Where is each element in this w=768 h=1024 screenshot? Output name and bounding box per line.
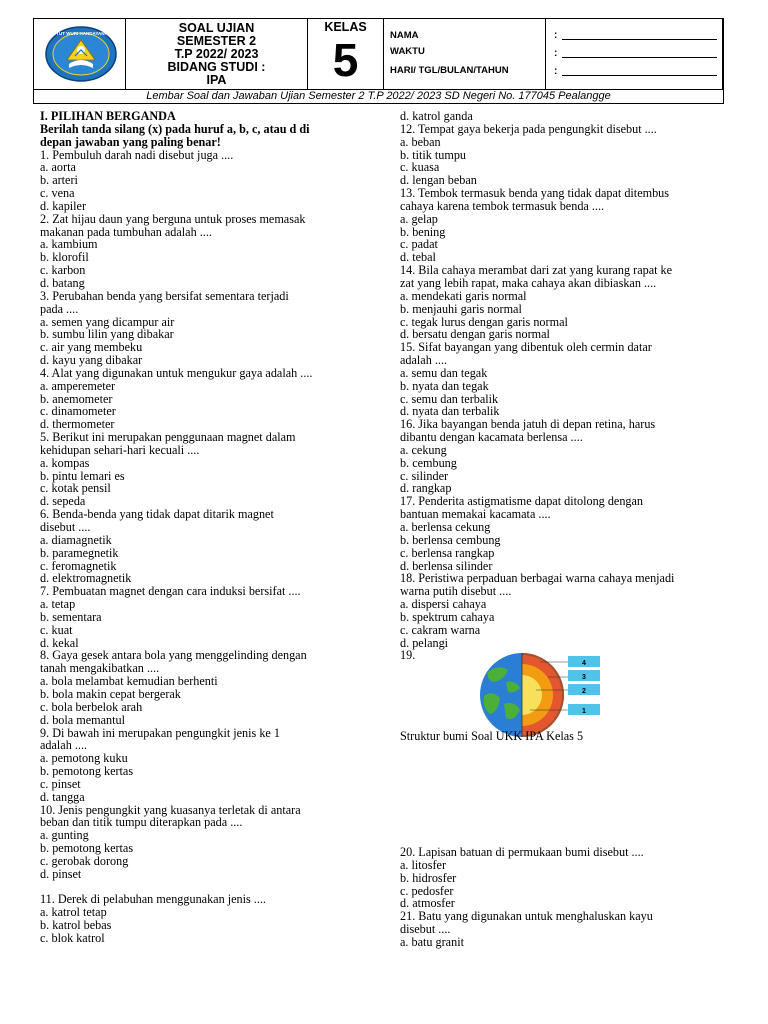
question-line: bantuan memakai kacamata ....: [400, 507, 551, 522]
question-line: a. gelap: [400, 211, 438, 226]
question-line: d. kapiler: [40, 198, 87, 213]
question-line: c. cakram warna: [400, 622, 481, 637]
question-line: 12. Tempat gaya bekerja pada pengungkit disebut ....: [400, 121, 657, 136]
exam-title-block: [126, 19, 308, 89]
layer-label: 3: [582, 674, 586, 681]
question-line: b. menjauhi garis normal: [400, 301, 522, 316]
question-line: d. batang: [40, 275, 85, 290]
question-line: d. lengan beban: [400, 173, 477, 188]
question-line: a. amperemeter: [40, 378, 116, 393]
field-labels: [384, 19, 546, 89]
question-line: d. bola memantul: [40, 712, 125, 727]
question-line: a. cekung: [400, 442, 447, 457]
question-line: b. hidrosfer: [400, 870, 457, 885]
question-line: adalah ....: [40, 738, 88, 753]
title-line: SOAL UJIAN: [178, 21, 255, 35]
question-line: c. air yang membeku: [40, 340, 143, 355]
hari-field[interactable]: [554, 66, 719, 76]
question-line: 1. Pembuluh darah nadi disebut juga ....: [40, 147, 234, 162]
question-line: 6. Benda-benda yang tidak dapat ditarik magnet: [40, 507, 274, 522]
question-line: a. katrol tetap: [40, 905, 107, 920]
question-line: adalah ....: [400, 353, 448, 368]
question-line: 20. Lapisan batuan di permukaan bumi disebut ....: [400, 845, 644, 859]
question-line: c. kuasa: [400, 160, 440, 175]
question-line: b. katrol bebas: [40, 918, 112, 933]
question-line: a. batu granit: [400, 934, 464, 949]
question-line: c. padat: [400, 237, 438, 252]
question-line: 14. Bila cahaya merambat dari zat yang kurang rapat ke: [400, 263, 673, 278]
question-line: b. nyata dan tegak: [400, 378, 489, 393]
kelas-number: 5: [332, 34, 359, 86]
question-line: 4. Alat yang digunakan untuk mengukur gaya adalah ....: [40, 365, 313, 380]
question-line: b. arteri: [40, 173, 78, 188]
question-line: b. sementara: [40, 609, 102, 624]
logo-text: TUT WURI HANDAYANI: [56, 31, 106, 36]
question-line: warna putih disebut ....: [400, 584, 512, 599]
question-line: makanan pada tumbuhan adalah ....: [40, 224, 212, 239]
question-line: c. pedosfer: [400, 883, 454, 898]
left-column: [40, 110, 380, 945]
question-line: c. vena: [40, 186, 75, 201]
question-line: 21. Batu yang digunakan untuk menghaluskan kayu: [400, 909, 653, 924]
field-colon: :: [554, 66, 558, 77]
question-line: b. sumbu lilin yang dibakar: [40, 327, 174, 342]
question-line: 18. Peristiwa perpaduan berbagai warna cahaya menjadi: [400, 571, 675, 586]
logo-cell: [34, 19, 126, 89]
waktu-field[interactable]: [554, 48, 719, 58]
question-line: a. kambium: [40, 237, 98, 252]
question-line: d. nyata dan terbalik: [400, 404, 500, 419]
question-line: c. pinset: [40, 776, 81, 791]
question-line: b. spektrum cahaya: [400, 609, 495, 624]
question-line: b. bening: [400, 224, 446, 239]
figure-caption: Struktur bumi Soal UKK IPA Kelas 5: [400, 729, 584, 743]
nama-field[interactable]: [554, 30, 719, 40]
question-line: beban dan titik tumpu diterapkan pada ....: [40, 815, 243, 830]
question-line: c. kuat: [40, 622, 73, 637]
kelas-label: KELAS: [324, 20, 367, 34]
question-line: a. semu dan tegak: [400, 365, 488, 380]
question-line: b. pemotong kertas: [40, 764, 134, 779]
question-line: 5. Berikut ini merupakan penggunaan magnet dalam: [40, 430, 296, 445]
title-line: SEMESTER 2: [176, 34, 257, 48]
question-line: d. thermometer: [40, 417, 115, 432]
earth-structure-figure: [470, 652, 628, 738]
question-line: 19.: [400, 648, 416, 663]
question-line: d. tebal: [400, 250, 436, 265]
right-column-top: [400, 110, 730, 662]
question-line: 15. Sifat bayangan yang dibentuk oleh cermin datar: [400, 340, 652, 355]
question-line: d. kayu yang dibakar: [40, 353, 143, 368]
question-line: a. gunting: [40, 828, 89, 843]
question-line: 11. Derek di pelabuhan menggunakan jenis ....: [40, 892, 266, 907]
question-line: d. tangga: [40, 789, 85, 804]
question-line: kehidupan sehari-hari kecuali ....: [40, 442, 200, 457]
question-line: tanah mengakibatkan ....: [40, 661, 160, 676]
question-line: 2. Zat hijau daun yang berguna untuk proses memasak: [40, 211, 306, 226]
question-line: depan jawaban yang paling benar!: [40, 134, 221, 149]
question-line: c. feromagnetik: [40, 558, 117, 573]
question-line: c. gerobak dorong: [40, 853, 129, 868]
question-line: c. bola berbelok arah: [40, 699, 143, 714]
question-line: c. blok katrol: [40, 931, 105, 945]
question-line: c. silinder: [400, 468, 449, 483]
question-line: a. litosfer: [400, 857, 447, 872]
question-line: disebut ....: [400, 922, 451, 937]
question-line: b. pintu lemari es: [40, 468, 125, 483]
layer-label: 4: [582, 660, 586, 667]
question-line: b. pemotong kertas: [40, 841, 134, 856]
question-line: c. berlensa rangkap: [400, 545, 495, 560]
question-line: b. bola makin cepat bergerak: [40, 686, 181, 701]
question-line: I. PILIHAN BERGANDA: [40, 109, 176, 123]
field-values: [546, 19, 723, 89]
question-line: b. klorofil: [40, 250, 89, 265]
question-line: d. atmosfer: [400, 896, 455, 911]
kelas-block: [308, 19, 384, 89]
title-line: T.P 2022/ 2023: [174, 47, 259, 61]
title-line: BIDANG STUDI :: [167, 60, 266, 74]
question-line: a. beban: [400, 134, 441, 149]
question-line: a. aorta: [40, 160, 76, 175]
layer-label: 1: [582, 708, 586, 715]
question-line: a. mendekati garis normal: [400, 288, 527, 303]
subtitle-line: Lembar Soal dan Jawaban Ujian Semester 2 T.P 2022/ 2023 SD Negeri No. 177045 Pealangge: [33, 90, 724, 104]
question-line: d. sepeda: [40, 494, 86, 509]
question-line: d. pinset: [40, 866, 82, 881]
question-line: c. karbon: [40, 263, 86, 278]
question-line: a. semen yang dicampur air: [40, 314, 175, 329]
title-line: IPA: [206, 73, 227, 87]
question-line: zat yang lebih rapat, maka cahaya akan dibiaskan ....: [400, 275, 657, 290]
question-line: 16. Jika bayangan benda jatuh di depan retina, harus: [400, 417, 656, 432]
question-line: a. kompas: [40, 455, 90, 470]
exam-header: [33, 18, 724, 90]
field-colon: :: [554, 30, 558, 41]
question-line: 8. Gaya gesek antara bola yang menggelinding dengan: [40, 648, 307, 663]
question-line: pada ....: [40, 301, 79, 316]
question-line: Berilah tanda silang (x) pada huruf a, b, c, atau d di: [40, 121, 310, 136]
layer-label: 2: [582, 688, 586, 695]
question-line: a. dispersi cahaya: [400, 597, 487, 612]
question-line: d. pelangi: [400, 635, 449, 650]
question-line: disebut ....: [40, 520, 91, 534]
question-line: c. semu dan terbalik: [400, 391, 499, 406]
question-line: 3. Perubahan benda yang bersifat sementara terjadi: [40, 288, 289, 303]
question-line: a. bola melambat kemudian berhenti: [40, 674, 218, 689]
question-line: a. diamagnetik: [40, 532, 112, 547]
question-line: dibantu dengan kacamata berlensa ....: [400, 430, 583, 445]
question-line: 9. Di bawah ini merupakan pengungkit jenis ke 1: [40, 725, 280, 740]
question-line: b. berlensa cembung: [400, 532, 501, 547]
question-line: b. titik tumpu: [400, 147, 467, 162]
question-line: a. pemotong kuku: [40, 751, 128, 766]
question-line: d. elektromagnetik: [40, 571, 132, 586]
question-line: 13. Tembok termasuk benda yang tidak dapat ditembus: [400, 186, 670, 201]
question-line: a. berlensa cekung: [400, 520, 491, 534]
field-colon: :: [554, 48, 558, 59]
question-line: d. bersatu dengan garis normal: [400, 327, 550, 342]
question-line: d. kekal: [40, 635, 79, 650]
question-line: d. katrol ganda: [400, 109, 473, 123]
tut-wuri-handayani-logo-icon: [45, 26, 117, 82]
question-line: 10. Jenis pengungkit yang kuasanya terletak di antara: [40, 802, 301, 817]
question-line: b. anemometer: [40, 391, 113, 406]
field-label-hari: HARI/ TGL/BULAN/TAHUN: [390, 65, 509, 76]
question-line: c. tegak lurus dengan garis normal: [400, 314, 568, 329]
right-column-bottom: [400, 846, 730, 949]
question-line: c. dinamometer: [40, 404, 116, 419]
field-label-waktu: WAKTU: [390, 46, 425, 57]
question-line: 7. Pembuatan magnet dengan cara induksi bersifat ....: [40, 584, 301, 599]
question-line: cahaya karena tembok termasuk benda ....: [400, 198, 605, 213]
question-line: 17. Penderita astigmatisme dapat ditolong dengan: [400, 494, 644, 509]
question-line: d. rangkap: [400, 481, 452, 496]
question-line: d. berlensa silinder: [400, 558, 493, 573]
question-line: c. kotak pensil: [40, 481, 111, 496]
question-line: b. paramegnetik: [40, 545, 119, 560]
field-label-nama: NAMA: [390, 30, 419, 41]
question-line: a. tetap: [40, 597, 76, 612]
question-line: b. cembung: [400, 455, 457, 470]
